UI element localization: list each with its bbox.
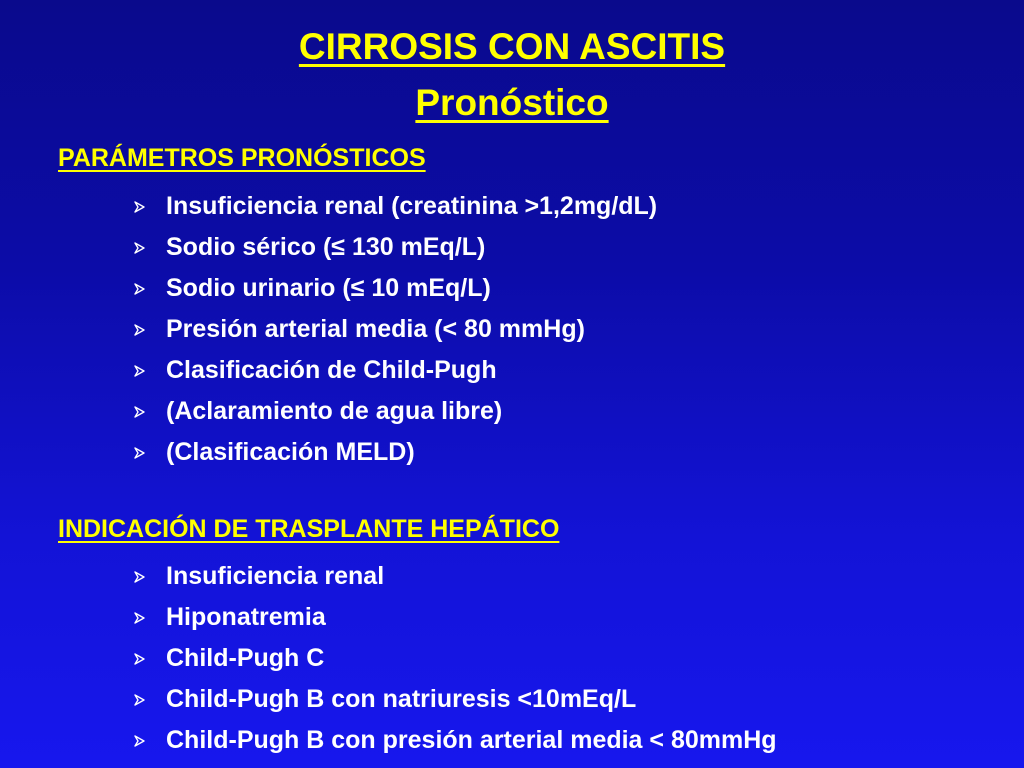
list-item [134,268,657,309]
list-item-text: Clasificación de Child-Pugh [166,356,497,384]
list-item-text: Insuficiencia renal (creatinina >1,2mg/dL) [166,192,658,220]
section-heading-parametros: PARÁMETROS PRONÓSTICOS [58,144,426,172]
arrowhead-bullet-icon [134,242,166,254]
arrowhead-bullet-icon [134,283,166,295]
list-item-text: Hiponatremia [166,603,326,631]
arrowhead-bullet-icon [134,406,166,418]
arrowhead-bullet-icon [134,201,166,213]
list-item-text: Child-Pugh C [166,644,325,672]
list-item [134,309,657,350]
bullet-list-trasplante [134,556,777,761]
list-item [134,597,777,638]
arrowhead-bullet-icon [134,694,166,706]
list-item-text: (Aclaramiento de agua libre) [166,397,503,425]
arrowhead-bullet-icon [134,612,166,624]
list-item [134,638,777,679]
list-item-text: Child-Pugh B con presión arterial media < 80mmHg [166,726,777,754]
arrowhead-bullet-icon [134,571,166,583]
list-item [134,720,777,761]
list-item-text: Insuficiencia renal [166,562,385,590]
arrowhead-bullet-icon [134,447,166,459]
list-item [134,556,777,597]
list-item [134,350,657,391]
arrowhead-bullet-icon [134,365,166,377]
list-item [134,391,657,432]
list-item-text: Child-Pugh B con natriuresis <10mEq/L [166,685,637,713]
list-item [134,186,657,227]
list-item-text: Presión arterial media (< 80 mmHg) [166,315,585,343]
arrowhead-bullet-icon [134,735,166,747]
bullet-list-parametros [134,186,657,473]
list-item-text: (Clasificación MELD) [166,438,415,466]
list-item-text: Sodio urinario (≤ 10 mEq/L) [166,274,491,302]
arrowhead-bullet-icon [134,653,166,665]
list-item [134,227,657,268]
slide-title: CIRROSIS CON ASCITIS [298,26,726,67]
section-heading-trasplante: INDICACIÓN DE TRASPLANTE HEPÁTICO [58,515,560,543]
list-item [134,679,777,720]
arrowhead-bullet-icon [134,324,166,336]
list-item [134,432,657,473]
slide-subtitle: Pronóstico [415,82,609,123]
list-item-text: Sodio sérico (≤ 130 mEq/L) [166,233,486,261]
